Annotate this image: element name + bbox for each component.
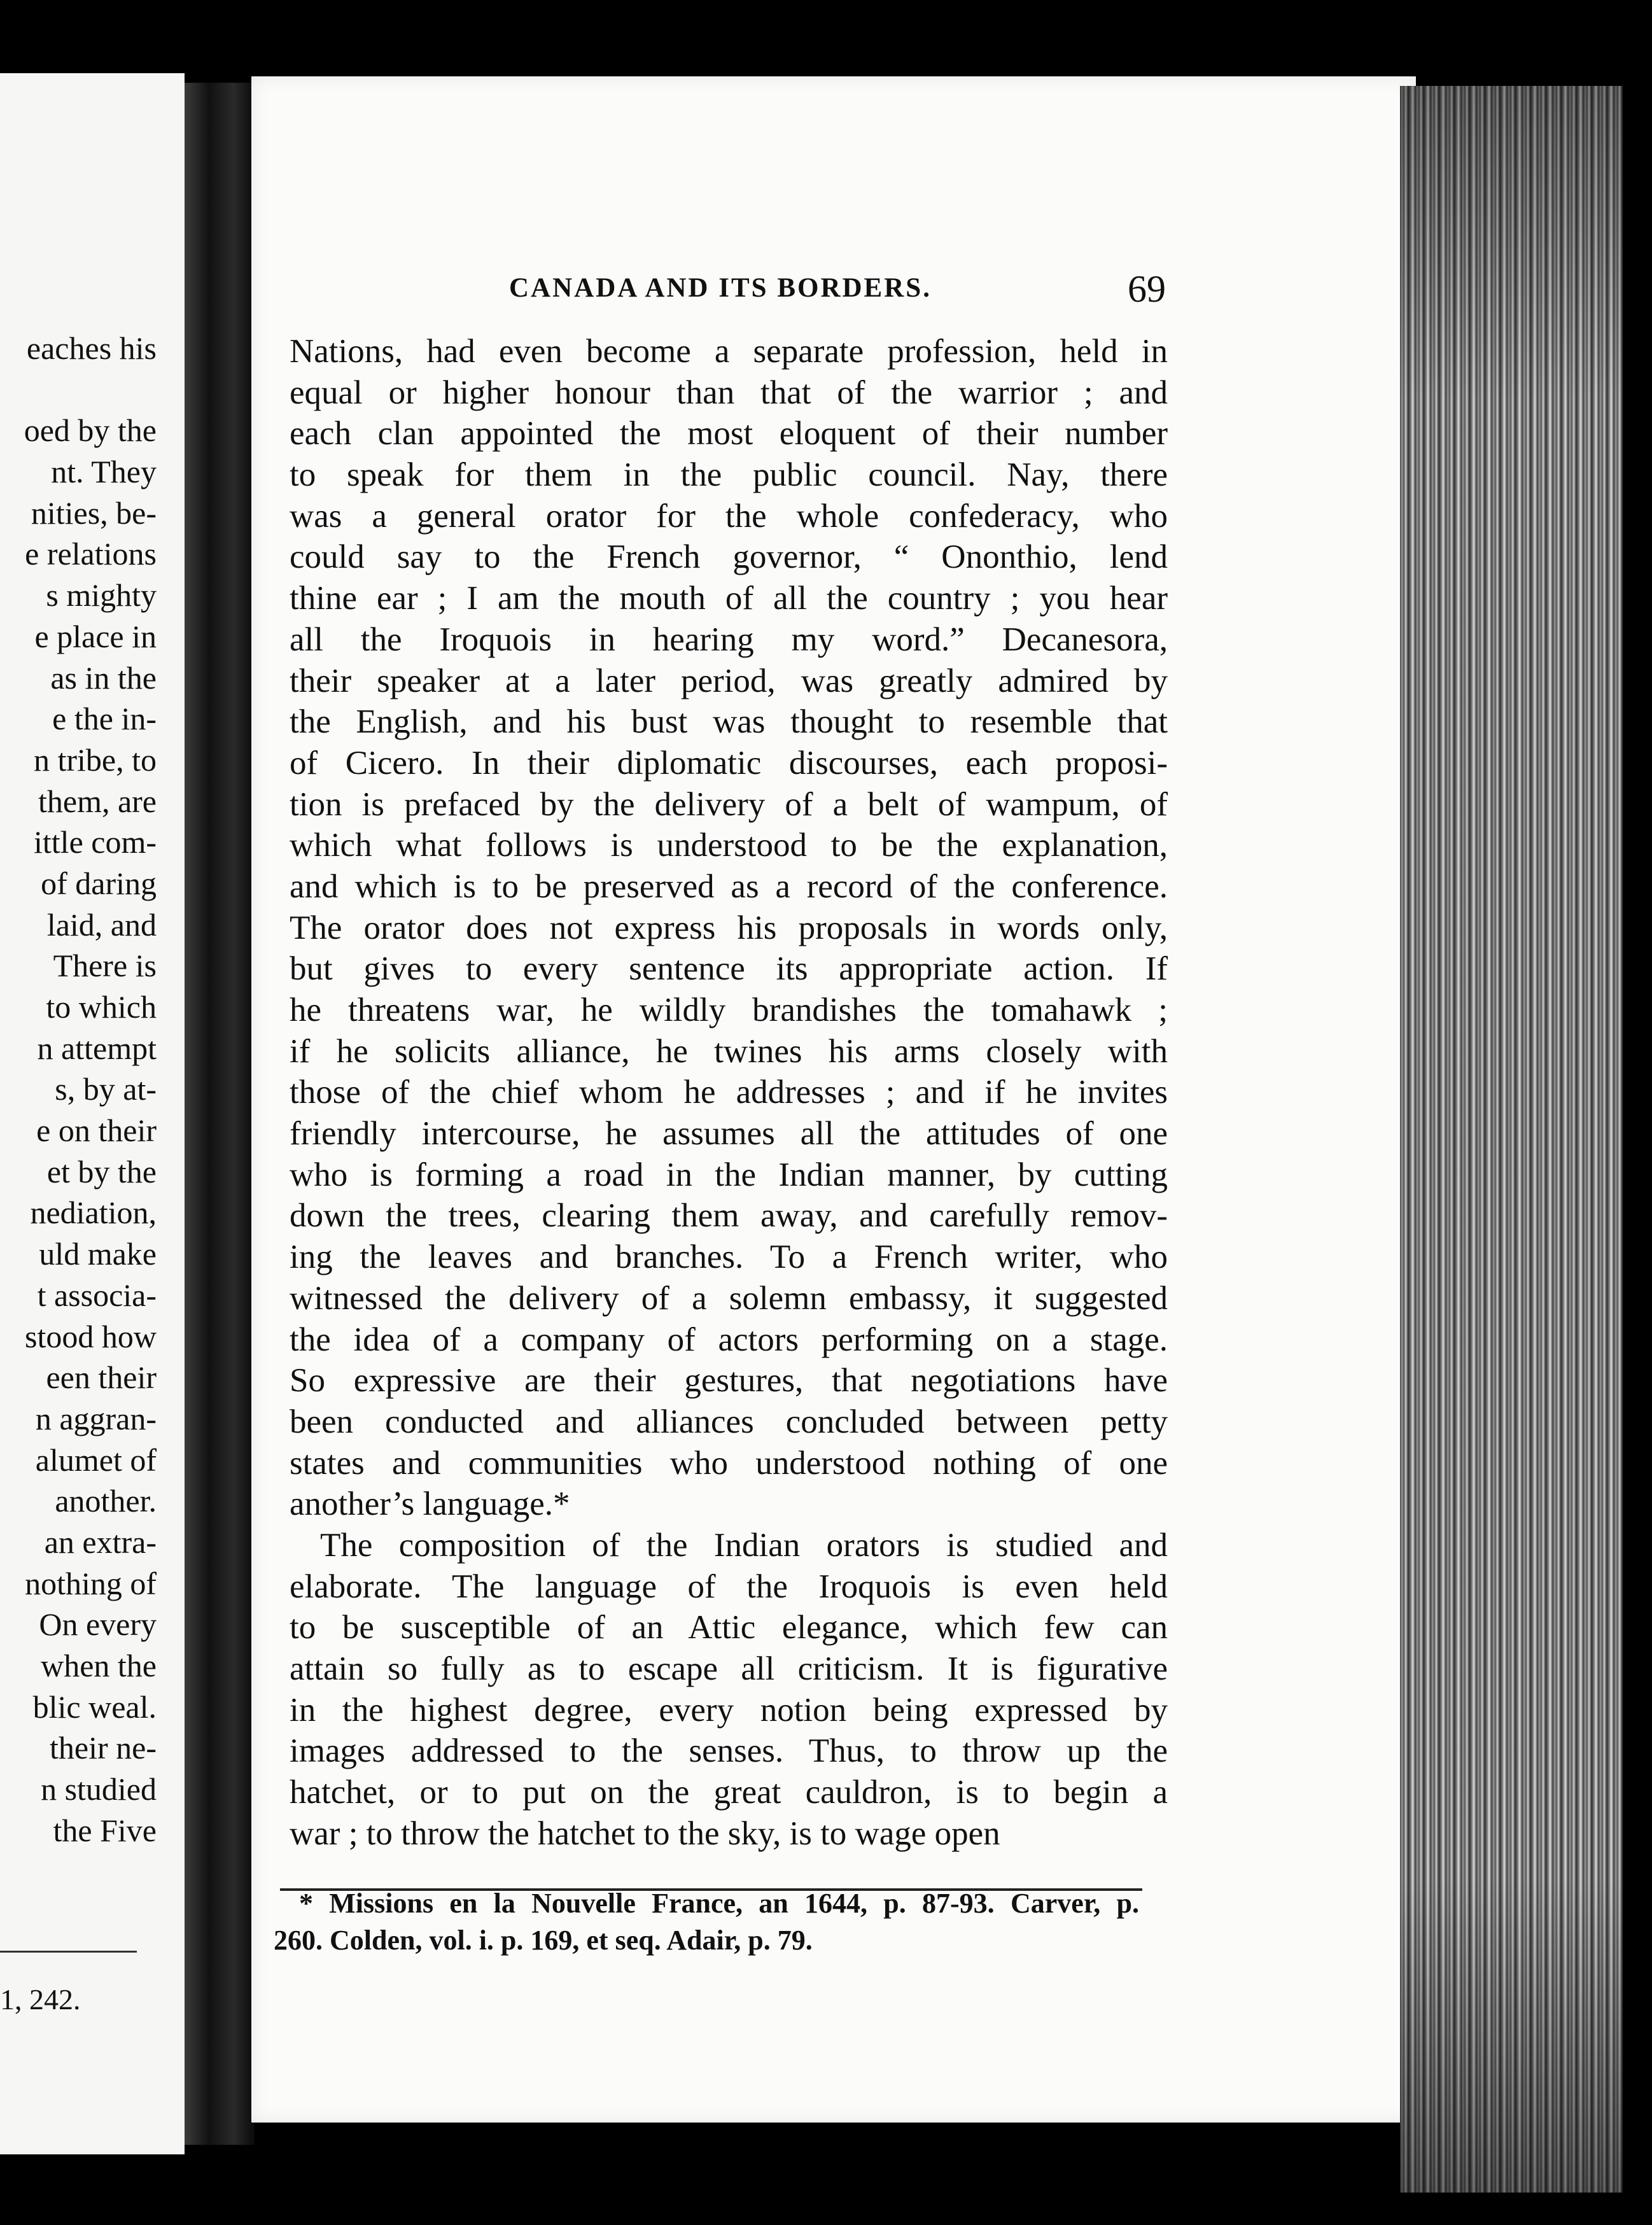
footnote-line: 260. Colden, vol. i. p. 169, et seq. Adair, p. 79.	[274, 1925, 813, 1956]
facing-text-line: n tribe, to	[33, 741, 157, 778]
text-line: could say to the French governor, “ Ononthio, lend	[290, 538, 1168, 576]
facing-text-line: when the	[41, 1648, 157, 1683]
facing-text-line: oed by the	[24, 412, 157, 449]
facing-text-line: as in the	[50, 659, 157, 696]
text-line: witnessed the delivery of a solemn embassy, it suggested	[290, 1279, 1168, 1317]
facing-page-text	[0, 328, 185, 1851]
facing-text-line: e the in-	[52, 701, 157, 737]
page-number: 69	[1128, 268, 1166, 310]
text-line: hatchet, or to put on the great cauldron, is to begin a	[290, 1774, 1168, 1811]
body-text	[290, 331, 1168, 1854]
facing-text-line: uld make	[39, 1236, 157, 1272]
facing-text-line: e place in	[34, 618, 157, 654]
facing-text-line: another.	[55, 1483, 157, 1519]
text-line: which what follows is understood to be the explanation,	[290, 827, 1168, 864]
book-gutter	[185, 83, 255, 2145]
facing-page	[0, 73, 185, 2154]
footnote-line: * Missions en la Nouvelle France, an 1644, p. 87-93. Carver, p.	[299, 1888, 1139, 1919]
text-line: to speak for them in the public council. Nay, there	[290, 456, 1168, 494]
text-line: tion is prefaced by the delivery of a belt of wampum, of	[290, 785, 1168, 823]
text-line: each clan appointed the most eloquent of their number	[290, 415, 1168, 453]
text-line: the idea of a company of actors performing on a stage.	[290, 1321, 1168, 1358]
text-line: their speaker at a later period, was greatly admired by	[290, 662, 1168, 699]
facing-text-line: et by the	[46, 1153, 157, 1190]
text-line: who is forming a road in the Indian manner, by cutting	[290, 1156, 1168, 1193]
text-line: So expressive are their gestures, that negotiations have	[290, 1362, 1168, 1400]
facing-footnote-rule	[0, 1951, 137, 1953]
facing-text-line: On every	[39, 1606, 157, 1643]
text-line: another’s language.*	[290, 1485, 570, 1523]
text-line: equal or higher honour than that of the warrior ; and	[290, 374, 1168, 411]
text-line: The composition of the Indian orators is studied and	[320, 1526, 1168, 1564]
text-line: he threatens war, he wildly brandishes the tomahawk ;	[290, 992, 1168, 1028]
facing-text-line: n aggran-	[35, 1400, 157, 1436]
facing-text-line: e on their	[36, 1112, 157, 1149]
text-line: ing the leaves and branches. To a French writer, who	[290, 1239, 1168, 1276]
text-line: images addressed to the senses. Thus, to throw up the	[290, 1732, 1168, 1770]
text-line: down the trees, clearing them away, and carefully remov-	[290, 1197, 1168, 1235]
text-line: to be susceptible of an Attic elegance, which few can	[290, 1609, 1168, 1646]
text-line: The orator does not express his proposals in words only,	[290, 909, 1168, 946]
facing-text-line: to which	[46, 989, 157, 1025]
text-line: the English, and his bust was thought to resemble that	[290, 703, 1168, 741]
facing-text-line: blic weal.	[32, 1688, 157, 1725]
text-line: those of the chief whom he addresses ; and if he invites	[290, 1074, 1168, 1111]
text-line: been conducted and alliances concluded between petty	[290, 1403, 1168, 1440]
text-line: but gives to every sentence its appropriate action. If	[290, 950, 1168, 988]
facing-text-line: stood how	[25, 1318, 157, 1354]
facing-text-line: nediation,	[30, 1195, 157, 1231]
facing-text-line: alumet of	[35, 1442, 157, 1478]
running-title: CANADA AND ITS BORDERS.	[509, 273, 932, 303]
facing-text-line: them, are	[38, 783, 157, 819]
text-line: elaborate. The language of the Iroquois is even held	[290, 1568, 1168, 1605]
text-line: of Cicero. In their diplomatic discourses, each proposi-	[290, 744, 1168, 782]
text-line: thine ear ; I am the mouth of all the country ; you hear	[290, 580, 1168, 617]
page-edges-shadow	[1400, 86, 1623, 2193]
facing-text-line: n attempt	[37, 1030, 157, 1066]
text-line: if he solicits alliance, he twines his arms closely with	[290, 1032, 1168, 1070]
facing-text-line: e relations	[25, 536, 157, 572]
facing-text-line: s, by at-	[55, 1071, 157, 1107]
facing-text-line: their ne-	[50, 1730, 157, 1766]
text-line: was a general orator for the whole confederacy, who	[290, 497, 1168, 535]
facing-text-line: nities, be-	[31, 495, 157, 531]
facing-text-line: een their	[46, 1359, 157, 1396]
facing-text-line: n studied	[41, 1771, 157, 1807]
facing-text-line: laid, and	[46, 906, 157, 943]
footnote	[274, 1885, 1139, 1959]
text-line: Nations, had even become a separate profession, held in	[290, 333, 1168, 370]
facing-text-line: ittle com-	[34, 824, 157, 860]
facing-text-line: There is	[53, 948, 157, 984]
text-line: all the Iroquois in hearing my word.” Decanesora,	[290, 621, 1168, 658]
facing-text-line: s mighty	[46, 577, 157, 614]
facing-text-line: nothing of	[25, 1565, 157, 1601]
text-line: in the highest degree, every notion being expressed by	[290, 1691, 1168, 1729]
text-line: and which is to be preserved as a record of the conference.	[290, 867, 1168, 905]
facing-footnote-fragment: 1, 242.	[0, 1983, 81, 2016]
facing-text-line	[0, 369, 185, 411]
facing-text-line: nt. They	[51, 454, 157, 490]
facing-text-line: an extra-	[44, 1524, 157, 1560]
text-line: states and communities who understood nothing of one	[290, 1444, 1168, 1482]
text-line: attain so fully as to escape all criticism. It is figurative	[290, 1650, 1168, 1687]
text-line: war ; to throw the hatchet to the sky, is to wage open	[290, 1814, 1000, 1852]
facing-text-line: eaches his	[26, 330, 157, 366]
facing-text-line: t associa-	[37, 1277, 157, 1313]
facing-text-line: of daring	[41, 865, 157, 901]
facing-text-line: the Five	[53, 1812, 157, 1848]
text-line: friendly intercourse, he assumes all the attitudes of one	[290, 1115, 1168, 1153]
